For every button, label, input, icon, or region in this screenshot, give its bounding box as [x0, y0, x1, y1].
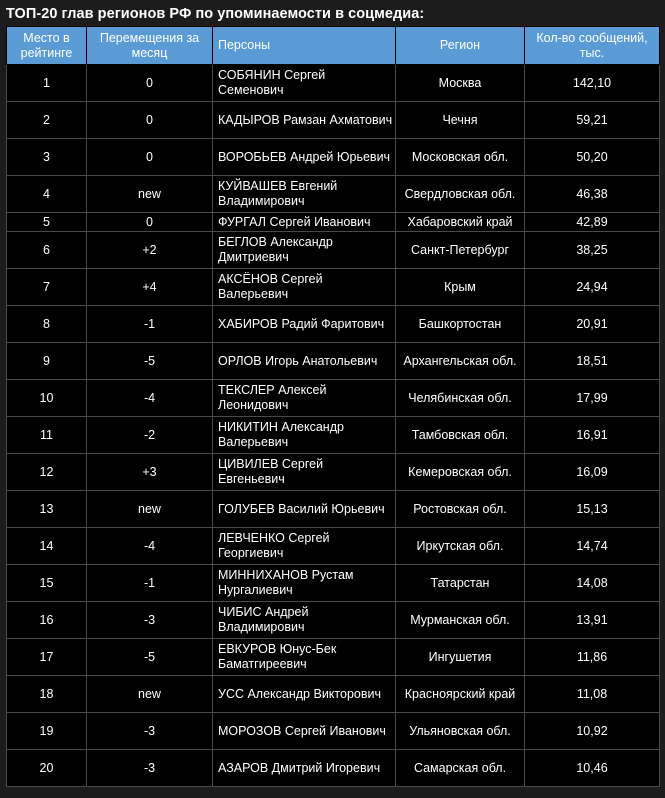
- cell-person: БЕГЛОВ Александр Дмитриевич: [213, 232, 396, 269]
- cell-region: Красноярский край: [396, 676, 525, 713]
- cell-rank: 6: [7, 232, 87, 269]
- cell-change: new: [87, 491, 213, 528]
- cell-region: Архангельская обл.: [396, 343, 525, 380]
- cell-region: Московская обл.: [396, 139, 525, 176]
- cell-count: 16,09: [525, 454, 660, 491]
- cell-rank: 14: [7, 528, 87, 565]
- cell-change: +2: [87, 232, 213, 269]
- cell-change: -5: [87, 639, 213, 676]
- table-row: [7, 639, 660, 676]
- cell-change: 0: [87, 139, 213, 176]
- cell-change: +3: [87, 454, 213, 491]
- cell-count: 42,89: [525, 213, 660, 232]
- cell-change: -3: [87, 713, 213, 750]
- cell-person: КУЙВАШЕВ Евгений Владимирович: [213, 176, 396, 213]
- cell-region: Мурманская обл.: [396, 602, 525, 639]
- cell-count: 46,38: [525, 176, 660, 213]
- cell-count: 24,94: [525, 269, 660, 306]
- cell-count: 50,20: [525, 139, 660, 176]
- cell-count: 15,13: [525, 491, 660, 528]
- cell-rank: 16: [7, 602, 87, 639]
- cell-region: Тамбовская обл.: [396, 417, 525, 454]
- table-row: [7, 102, 660, 139]
- cell-change: new: [87, 176, 213, 213]
- table-row: [7, 750, 660, 787]
- cell-person: ЦИВИЛЕВ Сергей Евгеньевич: [213, 454, 396, 491]
- cell-rank: 7: [7, 269, 87, 306]
- cell-change: -3: [87, 750, 213, 787]
- cell-rank: 17: [7, 639, 87, 676]
- cell-rank: 11: [7, 417, 87, 454]
- cell-rank: 3: [7, 139, 87, 176]
- cell-person: МИННИХАНОВ Рустам Нургалиевич: [213, 565, 396, 602]
- cell-rank: 9: [7, 343, 87, 380]
- cell-person: ВОРОБЬЕВ Андрей Юрьевич: [213, 139, 396, 176]
- table-row: [7, 713, 660, 750]
- cell-change: 0: [87, 65, 213, 102]
- cell-change: 0: [87, 213, 213, 232]
- cell-count: 16,91: [525, 417, 660, 454]
- cell-rank: 13: [7, 491, 87, 528]
- header-rank: Место в рейтинге: [7, 27, 87, 65]
- cell-person: АЗАРОВ Дмитрий Игоревич: [213, 750, 396, 787]
- cell-person: ФУРГАЛ Сергей Иванович: [213, 213, 396, 232]
- cell-rank: 2: [7, 102, 87, 139]
- cell-region: Санкт-Петербург: [396, 232, 525, 269]
- cell-region: Хабаровский край: [396, 213, 525, 232]
- cell-region: Крым: [396, 269, 525, 306]
- cell-rank: 10: [7, 380, 87, 417]
- cell-person: УСС Александр Викторович: [213, 676, 396, 713]
- cell-person: ЕВКУРОВ Юнус-Бек Баматгиреевич: [213, 639, 396, 676]
- cell-region: Москва: [396, 65, 525, 102]
- header-region: Регион: [396, 27, 525, 65]
- cell-count: 13,91: [525, 602, 660, 639]
- table-row: [7, 65, 660, 102]
- ranking-table: [6, 26, 660, 787]
- table-row: [7, 306, 660, 343]
- cell-region: Татарстан: [396, 565, 525, 602]
- cell-region: Ульяновская обл.: [396, 713, 525, 750]
- cell-change: -5: [87, 343, 213, 380]
- cell-rank: 15: [7, 565, 87, 602]
- cell-person: ГОЛУБЕВ Василий Юрьевич: [213, 491, 396, 528]
- cell-count: 17,99: [525, 380, 660, 417]
- cell-person: МОРОЗОВ Сергей Иванович: [213, 713, 396, 750]
- cell-rank: 8: [7, 306, 87, 343]
- cell-region: Самарская обл.: [396, 750, 525, 787]
- cell-person: ОРЛОВ Игорь Анатольевич: [213, 343, 396, 380]
- cell-change: +4: [87, 269, 213, 306]
- cell-rank: 4: [7, 176, 87, 213]
- cell-count: 38,25: [525, 232, 660, 269]
- cell-rank: 5: [7, 213, 87, 232]
- table-row: [7, 676, 660, 713]
- table-body: [7, 65, 660, 787]
- table-row: [7, 565, 660, 602]
- cell-region: Ингушетия: [396, 639, 525, 676]
- cell-rank: 18: [7, 676, 87, 713]
- cell-person: АКСЁНОВ Сергей Валерьевич: [213, 269, 396, 306]
- cell-rank: 1: [7, 65, 87, 102]
- table-row: [7, 232, 660, 269]
- cell-rank: 12: [7, 454, 87, 491]
- table-row: [7, 602, 660, 639]
- cell-change: -4: [87, 380, 213, 417]
- header-count: Кол-во сообщений, тыс.: [525, 27, 660, 65]
- table-row: [7, 176, 660, 213]
- header-person: Персоны: [213, 27, 396, 65]
- cell-count: 11,08: [525, 676, 660, 713]
- header-row: [7, 27, 660, 65]
- cell-change: -4: [87, 528, 213, 565]
- cell-region: Ростовская обл.: [396, 491, 525, 528]
- cell-change: -2: [87, 417, 213, 454]
- cell-person: СОБЯНИН Сергей Семенович: [213, 65, 396, 102]
- table-row: [7, 269, 660, 306]
- cell-rank: 20: [7, 750, 87, 787]
- header-change: Перемещения за месяц: [87, 27, 213, 65]
- cell-region: Башкортостан: [396, 306, 525, 343]
- cell-change: -3: [87, 602, 213, 639]
- cell-change: -1: [87, 306, 213, 343]
- cell-person: ТЕКСЛЕР Алексей Леонидович: [213, 380, 396, 417]
- cell-count: 20,91: [525, 306, 660, 343]
- cell-person: НИКИТИН Александр Валерьевич: [213, 417, 396, 454]
- cell-change: new: [87, 676, 213, 713]
- table-row: [7, 213, 660, 232]
- page-title: ТОП-20 глав регионов РФ по упоминаемости в соцмедиа:: [6, 6, 425, 22]
- cell-count: 14,74: [525, 528, 660, 565]
- cell-change: 0: [87, 102, 213, 139]
- cell-person: ХАБИРОВ Радий Фаритович: [213, 306, 396, 343]
- cell-region: Чечня: [396, 102, 525, 139]
- cell-region: Челябинская обл.: [396, 380, 525, 417]
- cell-region: Кемеровская обл.: [396, 454, 525, 491]
- table-row: [7, 454, 660, 491]
- cell-count: 59,21: [525, 102, 660, 139]
- cell-person: ЧИБИС Андрей Владимирович: [213, 602, 396, 639]
- table-row: [7, 417, 660, 454]
- table-row: [7, 528, 660, 565]
- cell-count: 142,10: [525, 65, 660, 102]
- table-row: [7, 380, 660, 417]
- cell-count: 18,51: [525, 343, 660, 380]
- cell-count: 10,46: [525, 750, 660, 787]
- cell-region: Иркутская обл.: [396, 528, 525, 565]
- cell-change: -1: [87, 565, 213, 602]
- cell-person: КАДЫРОВ Рамзан Ахматович: [213, 102, 396, 139]
- table-row: [7, 491, 660, 528]
- cell-count: 10,92: [525, 713, 660, 750]
- cell-person: ЛЕВЧЕНКО Сергей Георгиевич: [213, 528, 396, 565]
- cell-count: 11,86: [525, 639, 660, 676]
- cell-region: Свердловская обл.: [396, 176, 525, 213]
- cell-count: 14,08: [525, 565, 660, 602]
- table-row: [7, 139, 660, 176]
- table-row: [7, 343, 660, 380]
- cell-rank: 19: [7, 713, 87, 750]
